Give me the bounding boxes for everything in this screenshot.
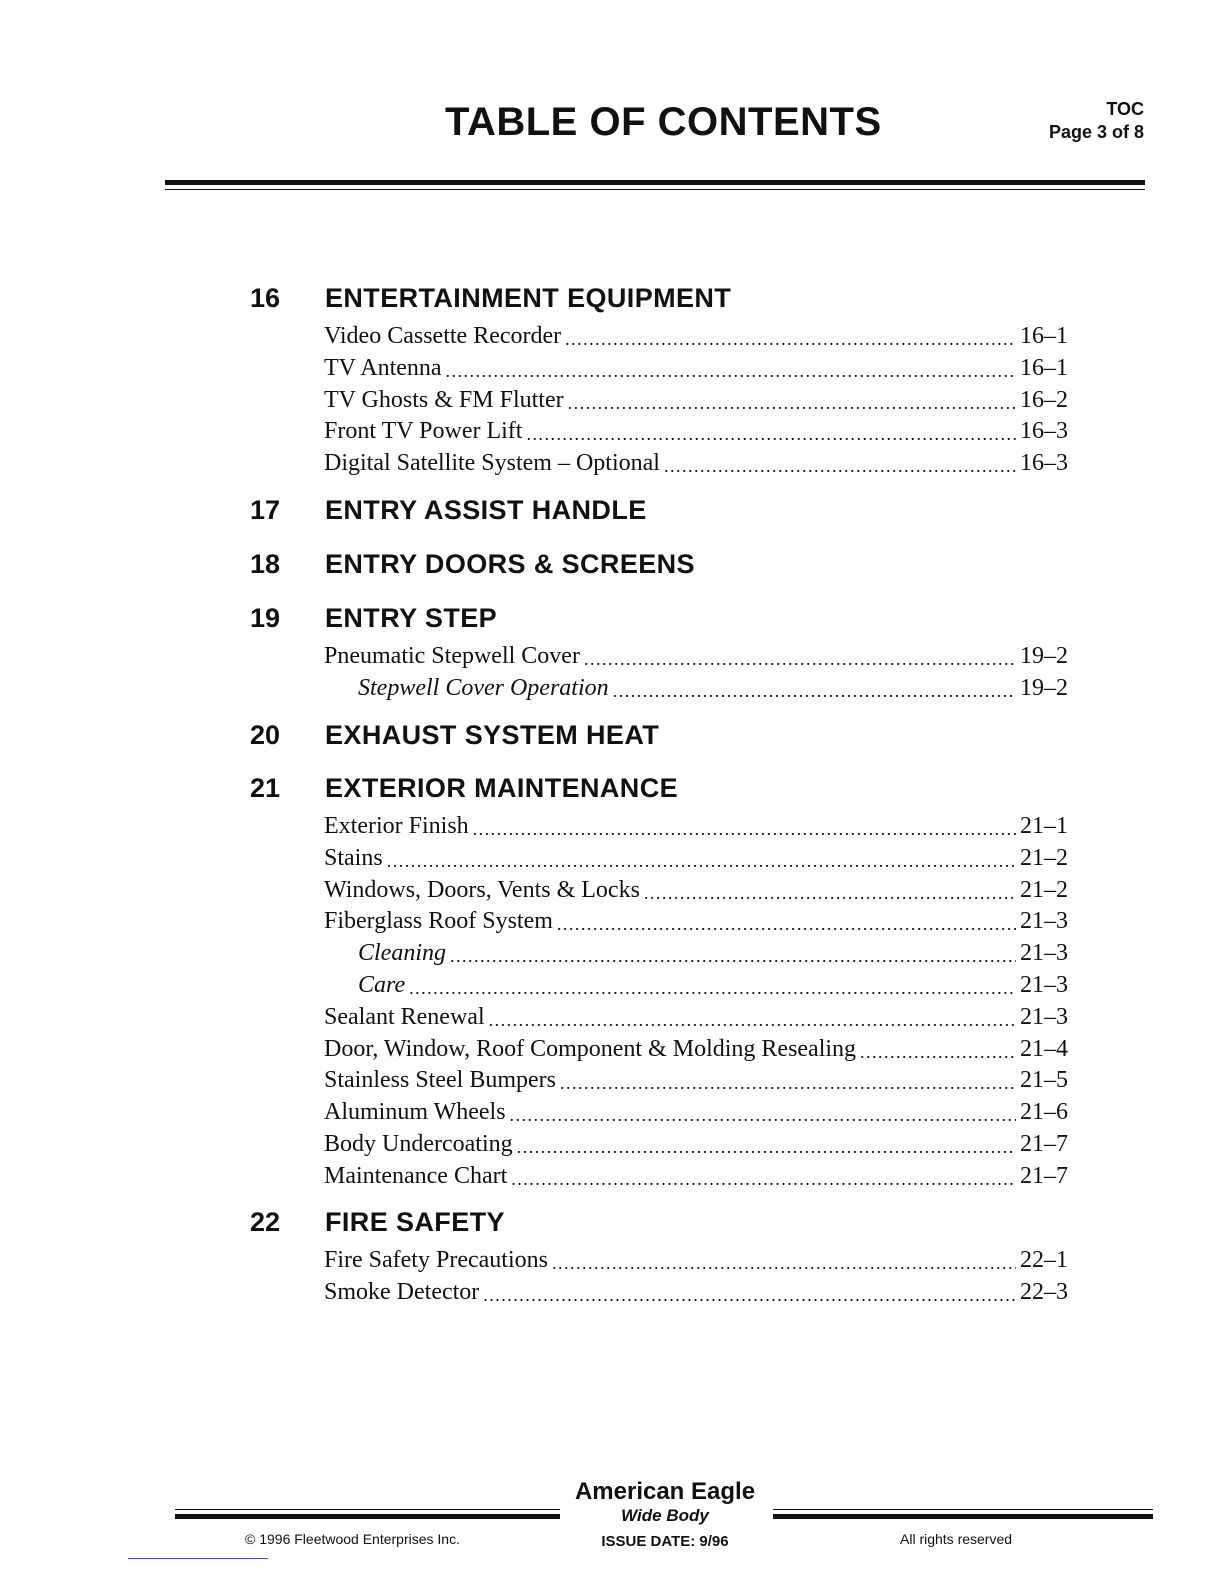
- toc-entry[interactable]: [324, 353, 1068, 383]
- section-code: TOC: [1106, 99, 1144, 119]
- entry-label: Windows, Doors, Vents & Locks: [324, 877, 640, 903]
- dot-leader: [565, 321, 1016, 351]
- entry-label: TV Ghosts & FM Flutter: [324, 387, 564, 413]
- toc-entry[interactable]: [324, 416, 1068, 446]
- footer-rights: All rights reserved: [900, 1531, 1013, 1547]
- dot-leader: [613, 673, 1016, 703]
- entry-label: Door, Window, Roof Component & Molding Resealing: [324, 1036, 857, 1062]
- dot-leader: [517, 1129, 1016, 1159]
- entry-label: Sealant Renewal: [324, 1004, 485, 1030]
- section-title: ENTRY ASSIST HANDLE: [325, 495, 647, 525]
- entry-page-number: 21–6: [1020, 1099, 1068, 1125]
- entry-page-number: 21–3: [1020, 908, 1068, 934]
- entry-label: Smoke Detector: [324, 1279, 480, 1305]
- toc-entry[interactable]: [324, 1161, 1068, 1191]
- entry-page-number: 22–1: [1020, 1247, 1068, 1273]
- scan-corner-mark: [128, 1558, 268, 1559]
- entry-page-number: 21–5: [1020, 1067, 1068, 1093]
- entry-label: Fiberglass Roof System: [324, 908, 553, 934]
- entry-label: Stains: [324, 845, 383, 871]
- dot-leader: [510, 1097, 1016, 1127]
- section-heading: [250, 283, 1070, 317]
- dot-leader: [387, 843, 1016, 873]
- entry-page-number: 16–1: [1020, 355, 1068, 381]
- entry-page-number: 21–3: [1020, 940, 1068, 966]
- toc-subentry[interactable]: [358, 938, 1068, 968]
- section-title: ENTRY STEP: [325, 603, 498, 633]
- entry-page-number: 22–3: [1020, 1279, 1068, 1305]
- dot-leader: [450, 938, 1016, 968]
- entry-page-number: 21–4: [1020, 1036, 1068, 1062]
- footer-rule-right-thick: [773, 1514, 1153, 1519]
- section-number: 19: [250, 603, 281, 633]
- entry-label: Maintenance Chart: [324, 1163, 508, 1189]
- dot-leader: [644, 875, 1016, 905]
- entry-page-number: 16–3: [1020, 418, 1068, 444]
- entry-label: Cleaning: [358, 940, 446, 966]
- section-number: 22: [250, 1207, 281, 1237]
- dot-leader: [526, 416, 1016, 446]
- entry-label: Exterior Finish: [324, 813, 469, 839]
- toc-entry[interactable]: [324, 906, 1068, 936]
- footer-model: Wide Body: [621, 1506, 709, 1525]
- section-heading: [250, 720, 1070, 754]
- dot-leader: [560, 1065, 1016, 1095]
- section-heading: [250, 1207, 1070, 1241]
- dot-leader: [446, 353, 1016, 383]
- toc-entry[interactable]: [324, 875, 1068, 905]
- entry-page-number: 21–1: [1020, 813, 1068, 839]
- section-heading: [250, 495, 1070, 529]
- footer-brand: American Eagle: [574, 1478, 756, 1505]
- page-number: Page 3 of 8: [1048, 122, 1144, 142]
- entry-page-number: 19–2: [1020, 643, 1068, 669]
- entry-label: Body Undercoating: [324, 1131, 513, 1157]
- toc-entry[interactable]: [324, 1245, 1068, 1275]
- entry-page-number: 21–2: [1020, 845, 1068, 871]
- section-number: 18: [250, 549, 281, 579]
- entry-label: Care: [358, 972, 406, 998]
- entry-page-number: 21–7: [1020, 1163, 1068, 1189]
- dot-leader: [860, 1034, 1016, 1064]
- dot-leader: [552, 1245, 1016, 1275]
- entry-label: Digital Satellite System – Optional: [324, 450, 660, 476]
- dot-leader: [483, 1277, 1016, 1307]
- section-heading: [250, 773, 1070, 807]
- entry-page-number: 21–3: [1020, 972, 1068, 998]
- dot-leader: [664, 448, 1016, 478]
- entry-page-number: 21–7: [1020, 1131, 1068, 1157]
- dot-leader: [473, 811, 1016, 841]
- toc-entry[interactable]: [324, 385, 1068, 415]
- dot-leader: [489, 1002, 1016, 1032]
- entry-page-number: 19–2: [1020, 675, 1068, 701]
- section-number: 17: [250, 495, 281, 525]
- dot-leader: [557, 906, 1016, 936]
- toc-entry[interactable]: [324, 1002, 1068, 1032]
- section-number: 21: [250, 773, 281, 803]
- entry-label: Aluminum Wheels: [324, 1099, 506, 1125]
- toc-entry[interactable]: [324, 448, 1068, 478]
- section-title: ENTRY DOORS & SCREENS: [325, 549, 695, 579]
- entry-label: Stepwell Cover Operation: [358, 675, 609, 701]
- footer-rule-left-thin: [175, 1509, 560, 1510]
- toc-entry[interactable]: [324, 321, 1068, 351]
- toc-entry[interactable]: [324, 641, 1068, 671]
- entry-label: Front TV Power Lift: [324, 418, 523, 444]
- toc-entry[interactable]: [324, 1097, 1068, 1127]
- footer-rule-left-thick: [175, 1514, 560, 1519]
- section-title: FIRE SAFETY: [325, 1207, 505, 1237]
- entry-page-number: 16–3: [1020, 450, 1068, 476]
- footer-issue-date: ISSUE DATE: 9/96: [601, 1533, 729, 1550]
- toc-subentry[interactable]: [358, 673, 1068, 703]
- section-title: ENTERTAINMENT EQUIPMENT: [325, 283, 732, 313]
- toc-entry[interactable]: [324, 843, 1068, 873]
- entry-page-number: 16–1: [1020, 323, 1068, 349]
- entry-page-number: 16–2: [1020, 387, 1068, 413]
- entry-label: Fire Safety Precautions: [324, 1247, 548, 1273]
- footer-copyright: © 1996 Fleetwood Enterprises Inc.: [245, 1531, 460, 1547]
- footer-rule-right-thin: [773, 1509, 1153, 1510]
- toc-entry[interactable]: [324, 1129, 1068, 1159]
- dot-leader: [409, 970, 1016, 1000]
- entry-label: Stainless Steel Bumpers: [324, 1067, 556, 1093]
- dot-leader: [568, 385, 1016, 415]
- entry-label: Pneumatic Stepwell Cover: [324, 643, 580, 669]
- section-heading: [250, 549, 1070, 583]
- toc-entry[interactable]: [324, 1065, 1068, 1095]
- toc-entry[interactable]: [324, 811, 1068, 841]
- page-title: TABLE OF CONTENTS: [445, 100, 882, 144]
- dot-leader: [584, 641, 1016, 671]
- toc-entry[interactable]: [324, 1277, 1068, 1307]
- toc-entry[interactable]: [324, 1034, 1068, 1064]
- entry-page-number: 21–3: [1020, 1004, 1068, 1030]
- entry-label: Video Cassette Recorder: [324, 323, 562, 349]
- section-title: EXTERIOR MAINTENANCE: [325, 773, 679, 803]
- section-heading: [250, 603, 1070, 637]
- entry-label: TV Antenna: [324, 355, 442, 381]
- section-number: 20: [250, 720, 281, 750]
- toc-subentry[interactable]: [358, 970, 1068, 1000]
- section-title: EXHAUST SYSTEM HEAT: [325, 720, 660, 750]
- dot-leader: [511, 1161, 1016, 1191]
- entry-page-number: 21–2: [1020, 877, 1068, 903]
- section-number: 16: [250, 283, 281, 313]
